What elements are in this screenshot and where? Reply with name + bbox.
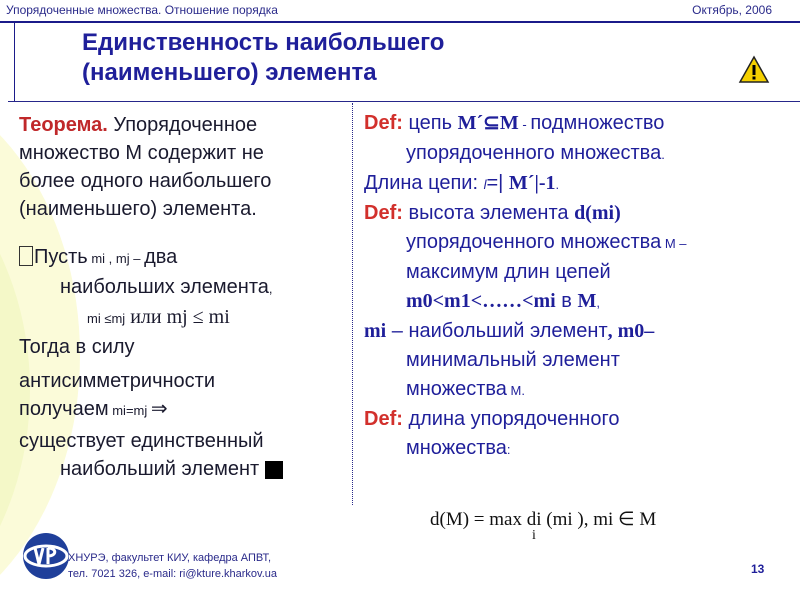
formula-rhs: di (mi ), mi ∈ M	[521, 509, 657, 530]
proof-math: mj ≤ mi	[166, 306, 230, 328]
def-text: множества	[406, 437, 507, 459]
def-text: упорядоченного множества	[406, 231, 662, 253]
theorem-block	[19, 111, 349, 483]
def-text: высота элемента	[402, 202, 575, 224]
def-text: длина упорядоченного	[402, 408, 620, 430]
def-text: .	[555, 177, 560, 192]
title-line-2: (наименьшего) элемента	[82, 59, 377, 86]
footer-line-2: тел. 7021 326, e-mail: ri@kture.kharkov.ua	[68, 568, 278, 580]
def-text: :	[506, 442, 511, 457]
def-math: l	[483, 177, 487, 192]
proof-text: два	[144, 246, 178, 268]
def-text: в	[555, 290, 578, 312]
proof-math: mi ≤mj	[87, 311, 126, 326]
def-math: , m0–	[607, 320, 655, 342]
proof-text: антисимметричности	[19, 370, 216, 392]
footer-contact	[68, 550, 277, 582]
def-text: упорядоченного множества	[406, 142, 662, 164]
def-math: M´⊆M	[457, 112, 519, 134]
def-text: =|	[486, 172, 509, 194]
header-rule	[0, 21, 800, 23]
university-logo	[21, 531, 71, 581]
proof-text: наибольших элемента	[60, 276, 269, 298]
def-text: подмножество	[530, 112, 665, 134]
def-math: mi	[364, 320, 387, 342]
proof-text: ,	[268, 281, 273, 296]
def-text: .	[661, 147, 665, 162]
def-text: ,	[596, 295, 600, 310]
def-text: максимум длин цепей	[406, 261, 611, 283]
theorem-label: Теорема.	[19, 114, 108, 136]
def-text: – наибольший элемент	[386, 320, 608, 342]
def-text: М –	[661, 236, 687, 251]
def-text: цепь	[402, 112, 458, 134]
proof-text: существует единственный	[19, 430, 264, 452]
proof-math: mi=mj	[108, 403, 151, 418]
proof-math: или	[125, 306, 167, 328]
theorem-text: (наименьшего) элемента.	[19, 198, 257, 220]
page-number: 13	[751, 562, 765, 576]
def-text: Длина цепи:	[364, 172, 484, 194]
warning-icon	[738, 55, 770, 85]
formula-lhs: d(M) = max	[430, 509, 522, 530]
def-math: d(mi)	[574, 202, 621, 224]
def-math: M´|-1	[508, 172, 556, 194]
column-divider	[352, 103, 354, 505]
proof-text: Тогда в силу	[19, 336, 135, 358]
qed-box	[265, 461, 283, 479]
def-text: -	[518, 117, 531, 132]
proof-text: наибольший элемент	[60, 458, 260, 480]
slide-title	[82, 28, 444, 88]
def-math: m0<m1<……<mi	[406, 290, 556, 312]
proof-math: mi , mj –	[87, 251, 145, 266]
definitions-block	[364, 109, 784, 464]
def-math: M	[577, 290, 597, 312]
proof-text: получаем	[19, 398, 109, 420]
theorem-text: более одного наибольшего	[19, 170, 272, 192]
theorem-text: Упорядоченное	[107, 114, 258, 136]
def-text: множества	[406, 378, 507, 400]
def-text: минимальный элемент	[406, 349, 620, 371]
def-label: Def:	[364, 202, 403, 224]
theorem-text: множество М содержит не	[19, 142, 264, 164]
def-text: М.	[506, 383, 525, 398]
def-label: Def:	[364, 112, 403, 134]
title-bracket-line	[14, 21, 15, 102]
implies-symbol: ⇒	[150, 398, 168, 420]
course-header: Упорядоченные множества. Отношение порядка	[6, 3, 278, 17]
length-formula	[430, 508, 657, 543]
date-header: Октябрь, 2006	[692, 3, 772, 17]
def-label: Def:	[364, 408, 403, 430]
proof-text: Пусть	[34, 246, 88, 268]
bullet-box	[19, 246, 33, 266]
title-line-1: Единственность наибольшего	[82, 29, 445, 56]
title-rule	[8, 101, 800, 102]
footer-line-1: ХНУРЭ, факультет КИУ, кафедра АПВТ,	[68, 552, 272, 564]
formula-subscript: i	[532, 528, 536, 543]
